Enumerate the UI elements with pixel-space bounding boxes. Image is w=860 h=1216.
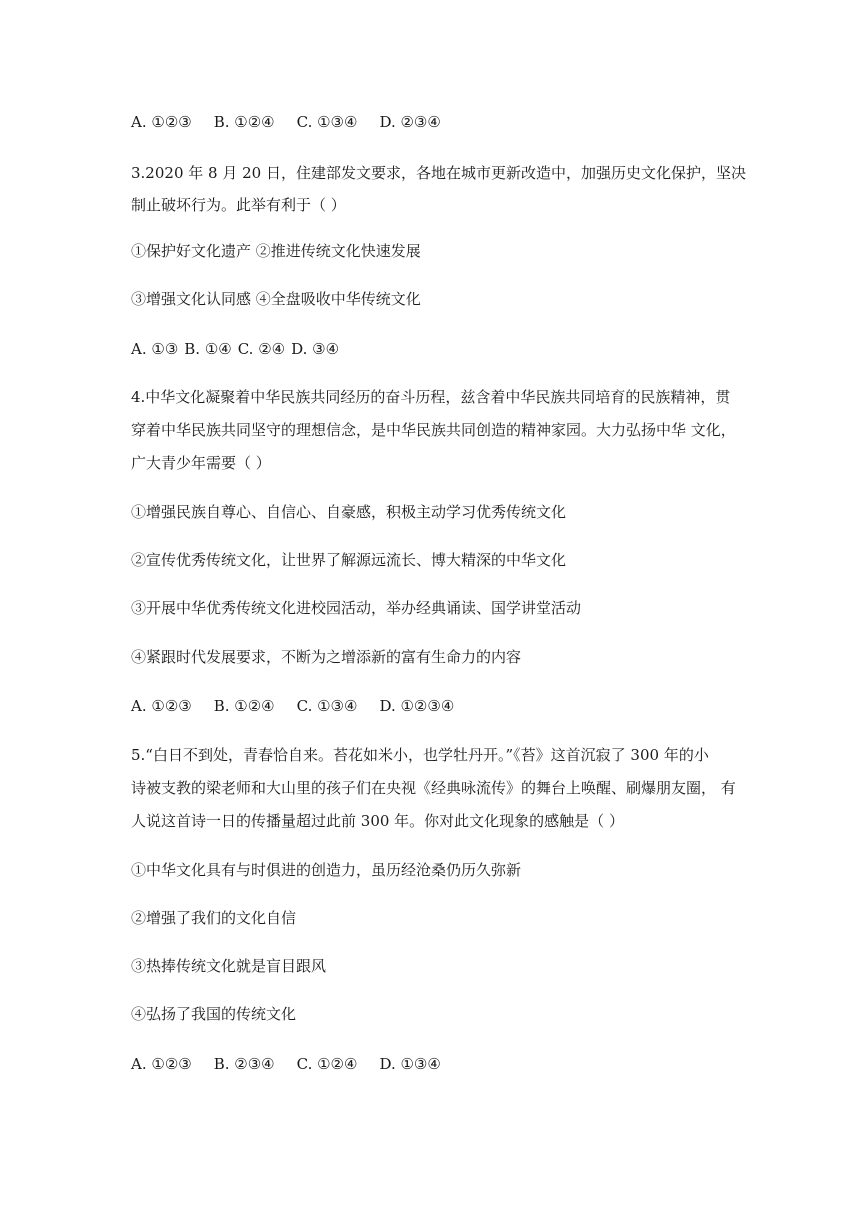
q4-item-3: ③开展中华优秀传统文化进校园活动，举办经典诵读、国学讲堂活动	[131, 599, 582, 617]
q2-option-d: D. ②③④	[379, 113, 441, 131]
q4-option-d: D. ①②③④	[379, 697, 455, 715]
q2-option-c: C. ①③④	[296, 113, 358, 131]
q4-stem-line3: 广大青少年需要（ ）	[131, 454, 271, 472]
q3-option-a: A. ①③	[131, 340, 179, 358]
q5-option-b: B. ②③④	[213, 1055, 275, 1073]
q4-option-c: C. ①③④	[296, 697, 358, 715]
q4-option-a: A. ①②③	[131, 697, 192, 715]
q2-option-a: A. ①②③	[131, 113, 192, 131]
q3-option-d: D. ③④	[291, 340, 340, 358]
q5-item-3: ③热捧传统文化就是盲目跟风	[131, 957, 327, 975]
q4-stem-line2: 穿着中华民族共同坚守的理想信念，是中华民族共同创造的精神家园。大力弘扬中华 文化，	[131, 421, 736, 439]
q5-option-d: D. ①③④	[379, 1055, 441, 1073]
q5-option-c: C. ①②④	[296, 1055, 358, 1073]
q5-option-a: A. ①②③	[131, 1055, 192, 1073]
q3-options	[131, 339, 743, 359]
q5-stem-line2: 诗被支教的梁老师和大山里的孩子们在央视《经典咏流传》的舞台上唤醒、刷爆朋友圈， 有	[131, 779, 736, 797]
q3-items-line2: ③增强文化认同感 ④全盘吸收中华传统文化	[131, 290, 421, 308]
q4-item-1: ①增强民族自尊心、自信心、自豪感，积极主动学习优秀传统文化	[131, 503, 567, 521]
q3-stem-line2: 制止破坏行为。此举有利于（ ）	[131, 196, 346, 214]
q3-stem-line1: 3.2020 年 8 月 20 日，住建部发文要求，各地在城市更新改造中，加强历史文化保护，坚决	[131, 164, 746, 182]
q4-options	[131, 696, 743, 716]
q5-stem-line3: 人说这首诗一日的传播量超过此前 300 年。你对此文化现象的感触是（ ）	[131, 812, 624, 830]
q4-item-2: ②宣传优秀传统文化，让世界了解源远流长、博大精深的中华文化	[131, 551, 567, 569]
q5-item-2: ②增强了我们的文化自信	[131, 909, 297, 927]
q5-options	[131, 1054, 743, 1074]
q5-item-4: ④弘扬了我国的传统文化	[131, 1005, 297, 1023]
q4-stem-line1: 4.中华文化凝聚着中华民族共同经历的奋斗历程，兹含着中华民族共同培育的民族精神，贯	[131, 388, 731, 406]
q4-option-b: B. ①②④	[213, 697, 275, 715]
q4-item-4: ④紧跟时代发展要求，不断为之增添新的富有生命力的内容	[131, 648, 522, 666]
q5-stem-line1: 5.“白日不到处，青春恰自来。苔花如米小，也学牡丹开。”《苔》这首沉寂了 300 年的小	[131, 746, 709, 764]
q3-option-c: C. ②④	[237, 340, 286, 358]
q5-item-1: ①中华文化具有与时俱进的创造力，虽历经沧桑仍历久弥新	[131, 861, 522, 879]
q3-option-b: B. ①④	[184, 340, 232, 358]
q3-items-line1: ①保护好文化遗产 ②推进传统文化快速发展	[131, 242, 421, 260]
q2-options	[131, 112, 743, 132]
q2-option-b: B. ①②④	[213, 113, 275, 131]
